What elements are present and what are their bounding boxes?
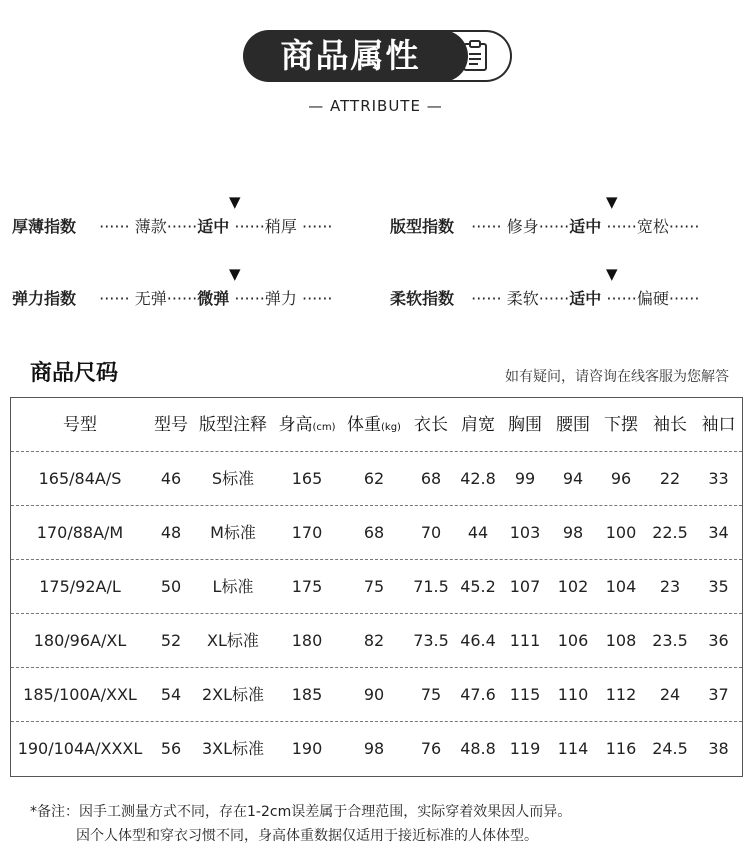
table-cell: 108 [605, 631, 637, 650]
page-title: 商品属性 [280, 36, 421, 75]
table-cell: 104 [605, 577, 637, 596]
header-height-unit: (cm) [312, 422, 336, 433]
table-cell: 22.5 [652, 523, 688, 542]
header-height-label: 身高 [278, 415, 313, 435]
index-option-selected: 适中 [197, 217, 230, 236]
index-label: 版型指数 [390, 217, 455, 236]
table-cell: 170/88A/M [36, 523, 124, 542]
table-header-row [11, 398, 742, 452]
dots: ······ [668, 217, 700, 236]
table-cell: 180 [291, 631, 323, 650]
dots: ······ [471, 289, 502, 308]
header-cell: 衣长 [414, 415, 448, 435]
header-cell: 版型注释 [199, 415, 267, 435]
table-cell: 2XL标准 [201, 685, 265, 704]
table-row [11, 614, 742, 668]
table-cell: 190/104A/XXXL [17, 739, 143, 758]
size-table [10, 397, 743, 777]
table-cell: 165/84A/S [38, 469, 122, 488]
table-cell: 190 [291, 739, 323, 758]
table-cell: 34 [708, 523, 729, 542]
table-cell: 119 [509, 739, 541, 758]
table-cell: 115 [509, 685, 541, 704]
selected-arrow-icon: ▼ [606, 265, 618, 283]
table-cell: 68 [363, 523, 385, 542]
index-fit [390, 214, 699, 237]
table-row [11, 668, 742, 722]
table-cell: 46.4 [460, 631, 496, 650]
table-cell: 22 [659, 469, 681, 488]
table-cell: 110 [557, 685, 589, 704]
index-label: 柔软指数 [390, 289, 455, 308]
table-cell: 36 [708, 631, 729, 650]
selected-arrow-icon: ▼ [229, 265, 241, 283]
header-cell: 肩宽 [461, 415, 495, 435]
table-cell: 23.5 [652, 631, 688, 650]
table-cell: 73.5 [413, 631, 449, 650]
table-cell: 68 [420, 469, 442, 488]
table-cell: 70 [420, 523, 442, 542]
index-option: 宽松 [636, 217, 669, 236]
table-cell: 82 [363, 631, 385, 650]
table-cell: 175 [291, 577, 323, 596]
table-cell: 98 [363, 739, 385, 758]
selected-arrow-icon: ▼ [606, 193, 618, 211]
dots: ······ [538, 217, 570, 236]
header-cell-weight [341, 398, 407, 452]
table-cell: 106 [557, 631, 589, 650]
table-cell: 90 [363, 685, 385, 704]
index-option: 柔软 [506, 289, 539, 308]
table-row [11, 560, 742, 614]
table-cell: 54 [160, 685, 182, 704]
dots: ······ [166, 289, 198, 308]
table-cell: 185 [291, 685, 323, 704]
header-weight-unit: (kg) [381, 422, 401, 433]
table-cell: L标准 [212, 577, 254, 596]
table-cell: 38 [708, 739, 729, 758]
table-cell: 76 [420, 739, 442, 758]
table-cell: 45.2 [460, 577, 496, 596]
footer-line-2: 因个人体型和穿衣习惯不同，身高体重数据仅适用于接近标准的人体体型。 [76, 828, 538, 844]
index-option: 偏硬 [636, 289, 669, 308]
table-cell: 114 [557, 739, 589, 758]
table-cell: 71.5 [413, 577, 449, 596]
header-cell: 腰围 [556, 415, 590, 435]
table-cell: 62 [363, 469, 385, 488]
index-option-selected: 适中 [569, 289, 602, 308]
index-label: 弹力指数 [12, 289, 77, 308]
index-option-selected: 微弹 [197, 289, 230, 308]
index-thickness [12, 214, 333, 237]
table-cell: 33 [708, 469, 729, 488]
clipboard-icon [462, 40, 488, 72]
table-cell: 35 [708, 577, 729, 596]
footer-note [30, 800, 571, 848]
table-cell: 23 [659, 577, 681, 596]
table-cell: 56 [160, 739, 182, 758]
index-option: 弹力 [264, 289, 297, 308]
table-cell: 112 [605, 685, 637, 704]
table-cell: 94 [562, 469, 584, 488]
table-cell: 170 [291, 523, 323, 542]
attribute-subtitle: — ATTRIBUTE — [308, 97, 443, 115]
table-cell: 96 [610, 469, 632, 488]
index-elasticity [12, 286, 333, 309]
index-option: 稍厚 [264, 217, 297, 236]
table-cell: 3XL标准 [201, 739, 265, 758]
table-cell: 75 [363, 577, 385, 596]
dots: ······ [471, 217, 502, 236]
table-row [11, 506, 742, 560]
index-label: 厚薄指数 [12, 217, 77, 236]
table-cell: 175/92A/L [39, 577, 121, 596]
table-cell: 180/96A/XL [33, 631, 127, 650]
table-cell: S标准 [211, 469, 255, 488]
table-cell: 185/100A/XXL [23, 685, 137, 704]
table-cell: 44 [467, 523, 489, 542]
index-option: 修身 [506, 217, 539, 236]
dots: ······ [234, 289, 265, 308]
table-row [11, 722, 742, 776]
dots: ······ [606, 217, 637, 236]
dots: ······ [606, 289, 637, 308]
table-cell: 42.8 [460, 469, 496, 488]
table-row [11, 452, 742, 506]
table-cell: 24.5 [652, 739, 688, 758]
dots: ······ [301, 289, 333, 308]
table-cell: 37 [708, 685, 729, 704]
table-cell: 47.6 [460, 685, 496, 704]
header-cell-height [273, 398, 341, 452]
selected-arrow-icon: ▼ [229, 193, 241, 211]
header-cell: 下摆 [604, 415, 638, 435]
table-cell: M标准 [210, 523, 256, 542]
table-cell: 24 [659, 685, 681, 704]
table-cell: 48.8 [460, 739, 496, 758]
table-cell: 165 [291, 469, 323, 488]
header-cell: 袖口 [701, 415, 736, 435]
dots: ······ [234, 217, 265, 236]
dots: ······ [538, 289, 570, 308]
table-cell: 75 [420, 685, 442, 704]
table-cell: 116 [605, 739, 637, 758]
table-cell: 102 [557, 577, 589, 596]
dots: ······ [99, 289, 130, 308]
dots: ······ [301, 217, 333, 236]
table-cell: 52 [160, 631, 182, 650]
dots: ······ [166, 217, 198, 236]
table-cell: 100 [605, 523, 637, 542]
dots: ······ [99, 217, 130, 236]
table-cell: 111 [509, 631, 541, 650]
table-cell: 99 [514, 469, 536, 488]
table-cell: 107 [509, 577, 541, 596]
index-option: 薄款 [134, 217, 167, 236]
table-cell: XL标准 [207, 631, 259, 650]
table-cell: 50 [160, 577, 182, 596]
header-cell: 型号 [154, 415, 188, 435]
header-cell: 胸围 [508, 415, 542, 435]
header-weight-label: 体重 [347, 415, 382, 435]
size-section-note: 如有疑问，请咨询在线客服为您解答 [505, 369, 729, 385]
table-cell: 103 [509, 523, 541, 542]
table-cell: 98 [562, 523, 584, 542]
table-cell: 46 [160, 469, 182, 488]
index-option-selected: 适中 [569, 217, 602, 236]
index-softness [390, 286, 699, 309]
table-cell: 48 [160, 523, 182, 542]
footer-line-1: *备注：因手工测量方式不同，存在1-2cm误差属于合理范围，实际穿着效果因人而异。 [30, 804, 572, 820]
header-cell: 号型 [63, 415, 97, 435]
index-option: 无弹 [134, 289, 167, 308]
size-section-title: 商品尺码 [30, 361, 119, 386]
header-cell: 袖长 [653, 415, 687, 435]
dots: ······ [668, 289, 700, 308]
